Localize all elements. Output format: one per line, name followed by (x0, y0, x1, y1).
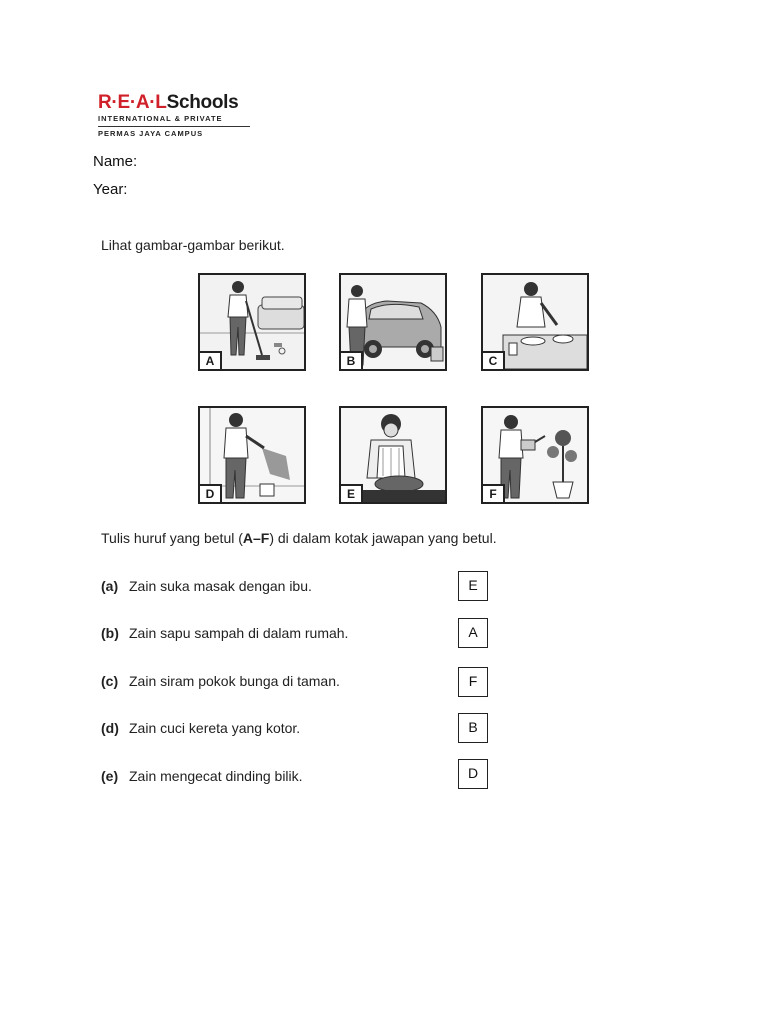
instruction-after: ) di dalam kotak jawapan yang betul. (269, 530, 497, 546)
picture-b (339, 273, 447, 371)
school-logo (98, 92, 250, 139)
question-label: (e) (101, 768, 119, 784)
picture-letter: A (200, 351, 222, 369)
question-a (101, 578, 312, 594)
picture-c (481, 273, 589, 371)
logo-wordmark (98, 92, 250, 114)
answer-box-b[interactable]: A (458, 618, 488, 648)
picture-letter: D (200, 484, 222, 502)
question-label: (b) (101, 625, 119, 641)
answer-box-d[interactable]: B (458, 713, 488, 743)
picture-d (198, 406, 306, 504)
year-label: Year: (93, 181, 128, 198)
logo-tagline: INTERNATIONAL & PRIVATE (98, 114, 223, 123)
question-d (101, 720, 300, 736)
question-label: (c) (101, 673, 119, 689)
question-text: Zain suka masak dengan ibu. (129, 578, 312, 594)
question-text: Zain siram pokok bunga di taman. (129, 673, 340, 689)
question-label: (a) (101, 578, 119, 594)
question-label: (d) (101, 720, 119, 736)
picture-letter: C (483, 351, 505, 369)
answer-box-a[interactable]: E (458, 571, 488, 601)
instruction-range: A–F (242, 530, 270, 546)
logo-schools: Schools (166, 92, 239, 113)
question-text: Zain mengecat dinding bilik. (129, 768, 303, 784)
instruction-before: Tulis huruf yang betul ( (101, 530, 243, 546)
question-e (101, 768, 303, 784)
picture-e (339, 406, 447, 504)
answer-box-e[interactable]: D (458, 759, 488, 789)
logo-divider (98, 126, 250, 127)
logo-real: R·E·A·L (98, 92, 167, 113)
question-c (101, 673, 340, 689)
intro-text: Lihat gambar-gambar berikut. (101, 237, 285, 253)
picture-letter: F (483, 484, 505, 502)
instruction-text (101, 530, 497, 546)
question-text: Zain sapu sampah di dalam rumah. (129, 625, 349, 641)
question-text: Zain cuci kereta yang kotor. (129, 720, 301, 736)
name-label: Name: (93, 153, 138, 170)
logo-campus: PERMAS JAYA CAMPUS (98, 129, 204, 138)
question-b (101, 625, 348, 641)
picture-letter: E (341, 484, 363, 502)
picture-letter: B (341, 351, 363, 369)
picture-a (198, 273, 306, 371)
answer-box-c[interactable]: F (458, 667, 488, 697)
picture-f (481, 406, 589, 504)
